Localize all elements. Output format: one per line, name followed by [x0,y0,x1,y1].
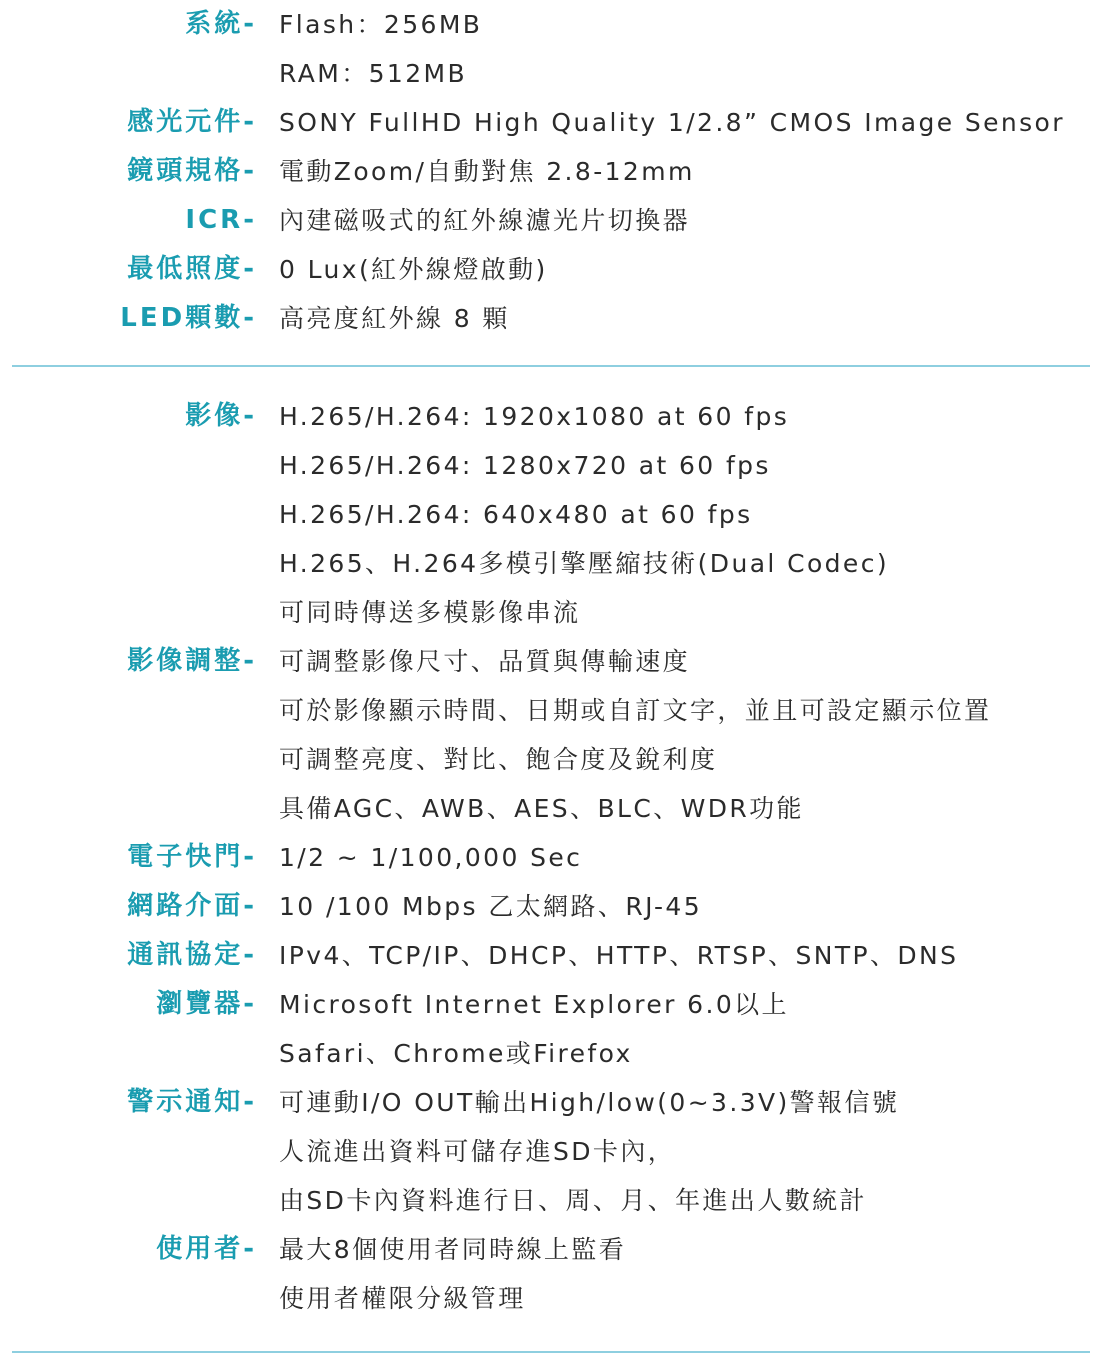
spec-row [0,833,1100,882]
section-divider [12,1351,1090,1353]
spec-value-line: 電動Zoom/自動對焦 2.8-12mm [279,157,695,186]
spec-label: 影像- [185,401,257,431]
spec-value-line: Safari、Chrome或Firefox [279,1039,633,1068]
spec-value-line: Microsoft Internet Explorer 6.0以上 [279,990,789,1019]
spec-value-line: H.265/H.264: 1280x720 at 60 fps [279,451,771,480]
spec-value-group [279,147,1100,196]
spec-value-group [279,294,1100,343]
spec-value-line: 10 /100 Mbps 乙太網路、RJ-45 [279,892,703,921]
spec-value-line: 可調整亮度、對比、飽合度及銳利度 [279,745,718,774]
spec-value-line: 0 Lux(紅外線燈啟動) [279,255,548,284]
spec-label: 電子快門- [127,842,257,872]
spec-row [0,637,1100,833]
spec-value-line: IPv4、TCP/IP、DHCP、HTTP、RTSP、SNTP、DNS [279,941,959,970]
spec-label: 網路介面- [127,891,257,921]
spec-section-video-features [0,392,1100,1323]
spec-label: 系統- [185,9,257,39]
spec-label: 鏡頭規格- [127,156,257,186]
spec-value-group [279,392,1100,637]
spec-label: 瀏覽器- [156,989,257,1019]
spec-label: 通訊協定- [127,940,257,970]
spec-value-line: 內建磁吸式的紅外線濾光片切換器 [279,206,691,235]
spec-row [0,1225,1100,1323]
spec-row [0,98,1100,147]
spec-value-group [279,637,1100,833]
spec-label: LED顆數- [120,303,257,333]
spec-value-line: 具備AGC、AWB、AES、BLC、WDR功能 [279,794,804,823]
spec-value-group [279,882,1100,931]
spec-label: 影像調整- [127,646,257,676]
spec-value-line: Flash：256MB [279,10,483,39]
spec-value-group [279,1078,1100,1225]
spec-value-group [279,1225,1100,1323]
spec-value-group [279,833,1100,882]
spec-row [0,0,1100,98]
spec-row [0,392,1100,637]
spec-row [0,980,1100,1078]
section-divider [12,365,1090,367]
spec-label: 感光元件- [127,107,257,137]
spec-value-line: H.265、H.264多模引擎壓縮技術(Dual Codec) [279,549,890,578]
spec-row [0,931,1100,980]
spec-value-line: 人流進出資料可儲存進SD卡內， [279,1137,676,1166]
spec-value-group [279,196,1100,245]
spec-value-line: 1/2 ~ 1/100,000 Sec [279,843,583,872]
spec-label: ICR- [185,205,257,235]
spec-row [0,1078,1100,1225]
spec-row [0,196,1100,245]
spec-row [0,882,1100,931]
spec-value-line: 可同時傳送多模影像串流 [279,598,581,627]
spec-value-line: SONY FullHD High Quality 1/2.8” CMOS Image Sensor [279,108,1065,137]
spec-value-group [279,980,1100,1078]
spec-label: 警示通知- [127,1087,257,1117]
spec-value-line: 最大8個使用者同時線上監看 [279,1235,627,1264]
spec-value-line: 由SD卡內資料進行日、周、月、年進出人數統計 [279,1186,867,1215]
spec-value-line: RAM：512MB [279,59,468,88]
spec-value-line: 可連動I/O OUT輸出High/low(0~3.3V)警報信號 [279,1088,900,1117]
spec-section-hardware [0,0,1100,343]
spec-value-line: H.265/H.264: 1920x1080 at 60 fps [279,402,790,431]
spec-label: 最低照度- [127,254,257,284]
spec-value-line: 高亮度紅外線 8 顆 [279,304,510,333]
spec-row [0,294,1100,343]
spec-value-line: 可於影像顯示時間、日期或自訂文字，並且可設定顯示位置 [279,696,992,725]
spec-value-group [279,931,1100,980]
spec-value-line: H.265/H.264: 640x480 at 60 fps [279,500,753,529]
spec-row [0,245,1100,294]
spec-value-group [279,245,1100,294]
spec-label: 使用者- [156,1234,257,1264]
spec-value-line: 可調整影像尺寸、品質與傳輸速度 [279,647,691,676]
spec-row [0,147,1100,196]
spec-value-line: 使用者權限分級管理 [279,1284,526,1313]
spec-value-group [279,0,1100,98]
spec-value-group [279,98,1100,147]
